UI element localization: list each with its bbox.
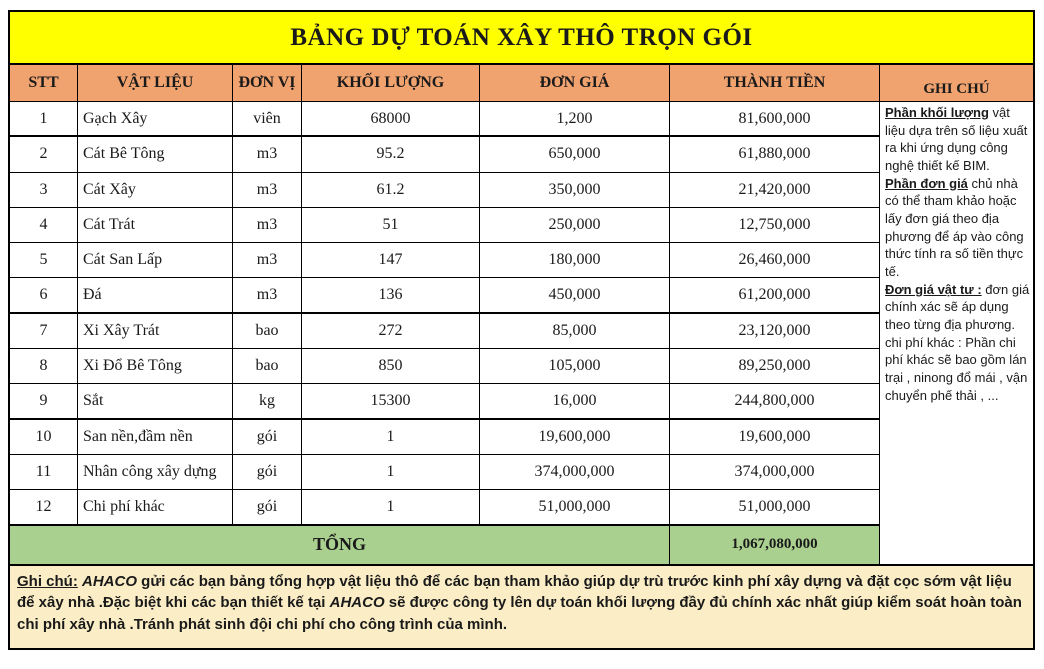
row-amount: 23,120,000	[670, 314, 880, 349]
column-header-unit: ĐƠN VỊ	[233, 65, 302, 102]
row-unit: gói	[233, 455, 302, 490]
row-amount: 244,800,000	[670, 384, 880, 419]
row-stt: 10	[10, 420, 78, 455]
row-amount: 51,000,000	[670, 490, 880, 525]
row-unit: kg	[233, 384, 302, 419]
row-unit-price: 85,000	[480, 314, 670, 349]
row-unit-price: 51,000,000	[480, 490, 670, 525]
row-unit: bao	[233, 349, 302, 384]
row-quantity: 95.2	[302, 137, 480, 172]
row-stt: 9	[10, 384, 78, 419]
row-quantity: 61.2	[302, 173, 480, 208]
row-amount: 12,750,000	[670, 208, 880, 243]
row-unit: bao	[233, 314, 302, 349]
note-lead-material-price: Đơn giá vật tư :	[885, 281, 982, 297]
row-unit: m3	[233, 137, 302, 172]
row-unit-price: 105,000	[480, 349, 670, 384]
row-amount: 81,600,000	[670, 102, 880, 137]
row-quantity: 136	[302, 278, 480, 313]
row-unit: m3	[233, 208, 302, 243]
estimate-sheet	[8, 10, 1035, 650]
row-unit: viên	[233, 102, 302, 137]
row-stt: 2	[10, 137, 78, 172]
note-lead-quantity: Phần khối lượng	[885, 105, 989, 120]
footer-note-brand: AHACO	[329, 594, 385, 612]
row-material: Xi Đổ Bê Tông	[78, 349, 233, 384]
row-quantity: 272	[302, 314, 480, 349]
column-header-notes: GHI CHÚ	[880, 65, 1033, 102]
row-stt: 3	[10, 173, 78, 208]
row-quantity: 850	[302, 349, 480, 384]
row-material: Xi Xây Trát	[78, 314, 233, 349]
footer-note	[8, 566, 1035, 650]
row-stt: 8	[10, 349, 78, 384]
row-stt: 12	[10, 490, 78, 525]
row-stt: 6	[10, 278, 78, 313]
row-material: Cát Bê Tông	[78, 137, 233, 172]
row-quantity: 68000	[302, 102, 480, 137]
row-material: Sắt	[78, 384, 233, 419]
row-stt: 4	[10, 208, 78, 243]
footer-note-lead: Ghi chú:	[17, 572, 78, 590]
row-amount: 61,880,000	[670, 137, 880, 172]
notes-column-text	[880, 102, 1033, 564]
row-material: San nền,đầm nền	[78, 420, 233, 455]
row-material: Cát San Lấp	[78, 243, 233, 278]
row-material: Đá	[78, 278, 233, 313]
note-text-unit-price: chủ nhà có thể tham khảo hoặc lấy đơn giá theo địa phương để áp vào công thức tính ra số tiền thực tế.	[885, 175, 1024, 280]
column-header-stt: STT	[10, 65, 78, 102]
row-material: Cát Trát	[78, 208, 233, 243]
footer-note-text-1: gửi các bạn bảng tổng hợp vật liệu thô để các bạn tham khảo giúp dự trù trước kinh phí xây dựng và đặt cọc sớm vật liệu để xây nhà .Đặc biệt khi các bạn thiết kế tại	[17, 572, 1012, 612]
row-stt: 11	[10, 455, 78, 490]
row-material: Cát Xây	[78, 173, 233, 208]
row-unit-price: 650,000	[480, 137, 670, 172]
row-unit: m3	[233, 243, 302, 278]
column-header-amount: THÀNH TIỀN	[670, 65, 880, 102]
row-unit: m3	[233, 278, 302, 313]
column-header-quantity: KHỐI LƯỢNG	[302, 65, 480, 102]
note-text-other-costs: chi phí khác : Phần chi phí khác sẽ bao gồm lán trại , ninong đổ mái , vận chuyển phế thải , ...	[885, 334, 1028, 403]
row-quantity: 1	[302, 490, 480, 525]
row-unit-price: 350,000	[480, 173, 670, 208]
row-amount: 26,460,000	[670, 243, 880, 278]
estimate-table	[8, 65, 1035, 566]
note-text-material-price: đơn giá chính xác sẽ áp dụng theo từng địa phương.	[885, 281, 1030, 333]
row-unit-price: 374,000,000	[480, 455, 670, 490]
page-title: BẢNG DỰ TOÁN XÂY THÔ TRỌN GÓI	[290, 23, 753, 51]
row-unit-price: 16,000	[480, 384, 670, 419]
row-unit-price: 250,000	[480, 208, 670, 243]
total-row-label: TỔNG	[10, 526, 670, 564]
row-unit-price: 450,000	[480, 278, 670, 313]
row-quantity: 15300	[302, 384, 480, 419]
column-header-unit-price: ĐƠN GIÁ	[480, 65, 670, 102]
row-unit-price: 19,600,000	[480, 420, 670, 455]
row-unit: gói	[233, 420, 302, 455]
total-row-amount: 1,067,080,000	[670, 526, 880, 564]
row-material: Chi phí khác	[78, 490, 233, 525]
row-stt: 7	[10, 314, 78, 349]
row-unit: m3	[233, 173, 302, 208]
row-unit-price: 1,200	[480, 102, 670, 137]
row-amount: 61,200,000	[670, 278, 880, 313]
row-material: Nhân công xây dựng	[78, 455, 233, 490]
footer-note-brand: AHACO	[82, 572, 137, 590]
row-amount: 374,000,000	[670, 455, 880, 490]
footer-note-text-2: sẽ được công ty lên dự toán khối lượng đầy đủ chính xác nhất giúp kiểm soát hoàn toàn chi phí xây nhà .Tránh phát sinh đội chi phí cho công trình của mình.	[17, 594, 1022, 634]
row-quantity: 1	[302, 455, 480, 490]
row-amount: 21,420,000	[670, 173, 880, 208]
row-amount: 89,250,000	[670, 349, 880, 384]
row-quantity: 1	[302, 420, 480, 455]
row-unit-price: 180,000	[480, 243, 670, 278]
row-quantity: 51	[302, 208, 480, 243]
row-stt: 1	[10, 102, 78, 137]
row-unit: gói	[233, 490, 302, 525]
note-text-quantity: vật liệu dựa trên số liệu xuất ra khi ứng dụng công nghệ thiết kế BIM.	[885, 105, 1028, 174]
row-amount: 19,600,000	[670, 420, 880, 455]
row-material: Gạch Xây	[78, 102, 233, 137]
row-stt: 5	[10, 243, 78, 278]
sheet-title-bar	[8, 10, 1035, 65]
column-header-material: VẬT LIỆU	[78, 65, 233, 102]
row-quantity: 147	[302, 243, 480, 278]
note-lead-unit-price: Phần đơn giá	[885, 175, 968, 191]
